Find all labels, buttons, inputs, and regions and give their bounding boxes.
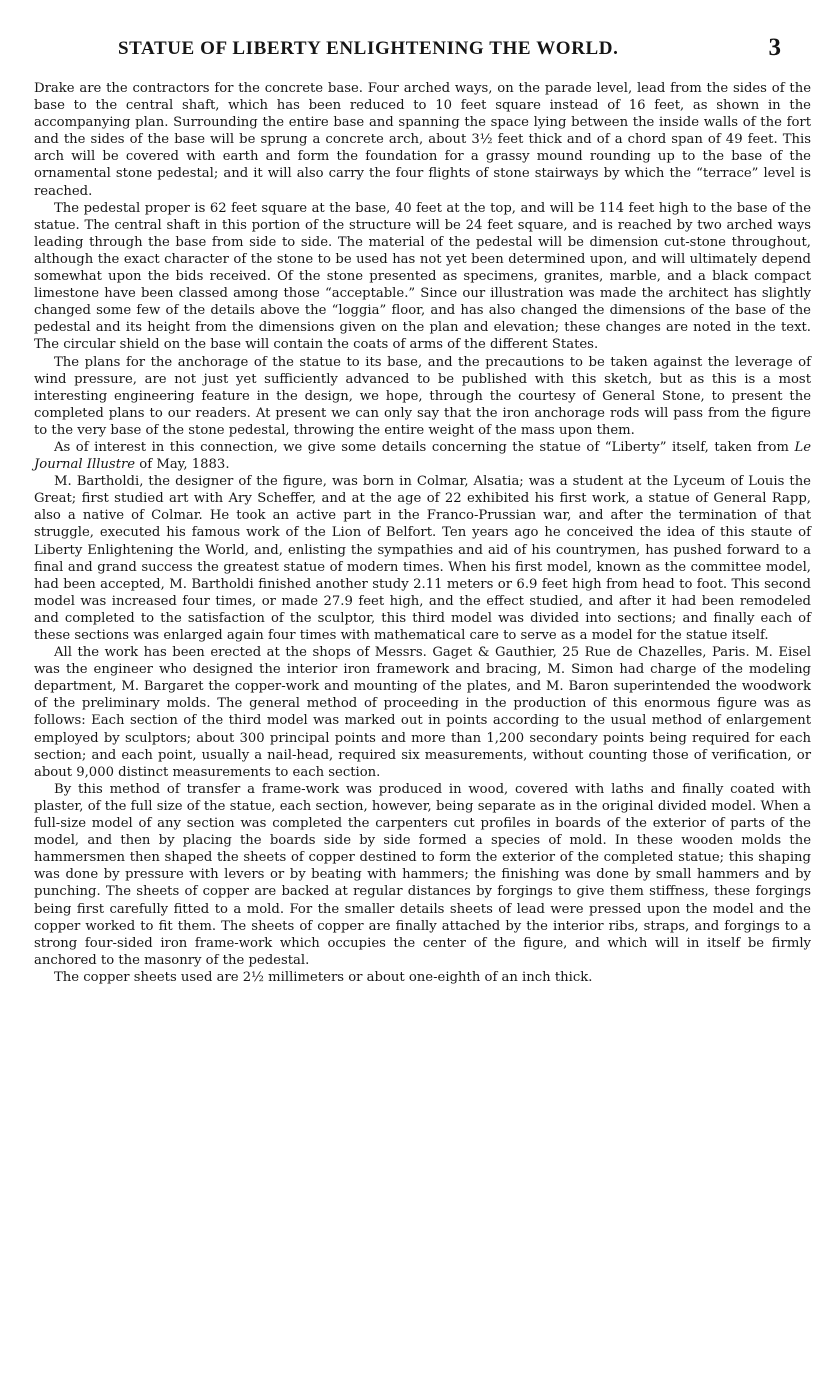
paragraph-concrete-base: Drake are the contractors for the concrete base. Four arched ways, on the parade level, lead from the sides of the base to the central shaft, which has been reduced to 10 feet square instead of 16 feet, as shown in the accompanying plan. Surrounding the entire base and spanning the space lying between the inside walls of the fort and the sides of the base will be sprung a concrete arch, about 3½ feet thick and of a chord span of 49 feet. This arch will be covered with earth and form the foundation for a grassy mound rounding up to the base of the ornamental stone pedestal; and it will also carry the four flights of stone stairways by which the “terrace” level is reached. <box>34 81 811 199</box>
running-head: STATUE OF LIBERTY ENLIGHTENING THE WORLD. <box>118 38 619 59</box>
journal-title: Le Journal Illustre <box>34 439 811 473</box>
paragraph-copper-sheets: The copper sheets used are 2½ millimeters or about one-eighth of an inch thick. <box>54 969 593 985</box>
article-body <box>34 80 811 986</box>
page-number: 3 <box>768 34 781 61</box>
paragraph-workshop: All the work has been erected at the shops of Messrs. Gaget & Gauthier, 25 Rue de Chazelles, Paris. M. Eisel was the engineer who designed the interior iron framework and bracing, M. Simon had charge of the modeling department, M. Bargaret the copper-work and mounting of the plates, and M. Baron superintended the woodwork of the preliminary molds. The general method of proceeding in the production of this enormous figure was as follows: Each section of the third model was marked out in points according to the usual method of enlargement employed by sculptors; about 300 principal points and more than 1,200 secondary points being required for each section; and each point, usually a nail-head, required six measurements, without counting those of verification, or about 9,000 distinct measurements to each section. <box>34 645 811 780</box>
paragraph-transfer-method: By this method of transfer a frame-work was produced in wood, covered with laths and finally coated with plaster, of the full size of the statue, each section, however, being separate as in the original divided model. When a full-size model of any section was completed the carpenters cut profiles in boards of the exterior of parts of the model, and then by placing the boards side by side formed a species of mold. In these wooden molds the hammersmen then shaped the sheets of copper destined to form the exterior of the completed statue; this shaping was done by pressure with levers or by beating with hammers; the finishing was done by small hammers and by punching. The sheets of copper are backed at regular distances by forgings to give them stiffness, these forgings being first carefully fitted to a mold. For the smaller details sheets of lead were pressed upon the model and the copper worked to fit them. The sheets of copper are finally attached by the interior ribs, straps, and forgings to a strong four-sided iron frame-work which occupies the center of the figure, and which will in itself be firmly anchored to the masonry of the pedestal. <box>34 781 811 968</box>
paragraph-bartholdi: M. Bartholdi, the designer of the figure, was born in Colmar, Alsatia; was a student at the Lyceum of Louis the Great; first studied art with Ary Scheffer, and at the age of 22 exhibited his first work, a statue of General Rapp, also a native of Colmar. He took an active part in the Franco-Prussian war, and after the termination of that struggle, executed his famous work of the Lion of Belfort. Ten years ago he conceived the idea of this staute of Liberty Enlightening the World, and, enlisting the sympathies and aid of his countrymen, has pushed forward to a final and grand success the greatest statue of modern times. When his first model, known as the committee model, had been accepted, M. Bartholdi finished another study 2.11 meters or 6.9 feet high from head to foot. This second model was increased four times, or made 27.9 feet high, and the effect studied, and after it had been remodeled and completed to the satisfaction of the sculptor, this third model was divided into sections; and finally each of these sections was enlarged again four times with mathematical care to serve as a model for the statue itself. <box>34 474 811 643</box>
paragraph-journal-source-lead: As of interest in this connection, we give some details concerning the statue of “Liberty” itself, taken from <box>54 439 795 455</box>
paragraph-pedestal: The pedestal proper is 62 feet square at the base, 40 feet at the top, and will be 114 feet high to the base of the statue. The central shaft in this portion of the structure will be 24 feet square, and is reached by two arched ways leading through the base from side to side. The material of the pedestal will be dimension cut-stone throughout, although the exact character of the stone to be used has not yet been determined upon, and will ultimately depend somewhat upon the bids received. Of the stone presented as specimens, granites, marble, and a black compact limestone have been classed among those “acceptable.” Since our illustration was made the architect has slightly changed some few of the details above the “loggia” floor, and has also changed the dimensions of the base of the pedestal and its height from the dimensions given on the plan and elevation; these changes are noted in the text. The circular shield on the base will contain the coats of arms of the different States. <box>34 200 811 353</box>
paragraph-journal-source-tail: of May, 1883. <box>135 457 230 473</box>
paragraph-journal-source <box>34 439 811 473</box>
paragraph-anchorage: The plans for the anchorage of the statue to its base, and the precautions to be taken against the leverage of wind pressure, are not just yet sufficiently advanced to be published with this sketch, but as this is a most interesting engineering feature in the design, we hope, through the courtesy of General Stone, to present the completed plans to our readers. At present we can only say that the iron anchorage rods will pass from the figure to the very base of the stone pedestal, throwing the entire weight of the mass upon them. <box>34 354 811 438</box>
page-header <box>34 36 811 66</box>
